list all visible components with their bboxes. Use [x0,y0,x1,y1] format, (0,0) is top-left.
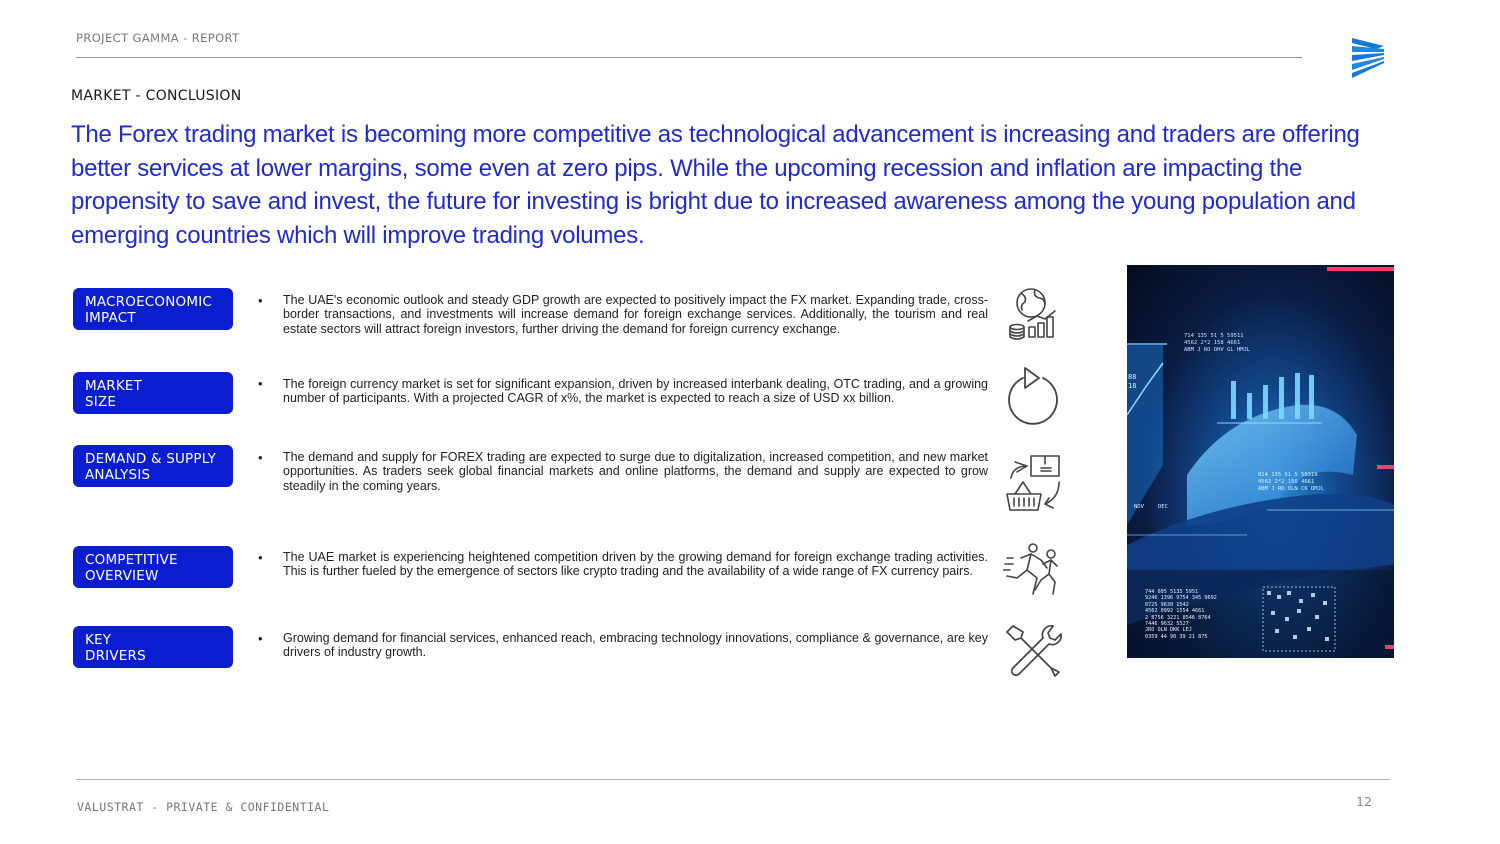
photo-number-line: 714 135 51 5 59511 [1184,333,1244,339]
photo-number-line: 7446 9632 5527 [1145,621,1189,628]
row-text-key-drivers: Growing demand for financial services, enhanced reach, embracing technology innovations, compliance & governance, are key drivers of industry growth. [283,631,988,660]
photo-number-line: 2 8756 3221 8546 8764 [1145,614,1211,621]
photo-number-line: 4562 0992 1554 4661 [1145,608,1205,615]
tag-line-2: OVERVIEW [85,568,159,584]
bullet-marker: • [258,450,263,465]
running-people-icon [1003,540,1063,600]
valustrat-logo-icon [1350,38,1386,78]
photo-numbers-bottom [1145,589,1217,640]
tag-line-2: DRIVERS [85,648,146,664]
globe-coins-chart-icon [1003,283,1063,343]
bullet-marker: • [258,550,263,565]
row-text-competitive: The UAE market is experiencing heightened competition driven by the growing demand for foreign exchange trading activities. This is further fueled by the emergence of sectors like crypto trading and the availability of a wide range of FX currency pairs. [283,550,988,579]
photo-number-line: ABM J RO OLN CK DMJL [1258,486,1325,492]
tag-line-2: IMPACT [85,310,136,326]
circular-arrow-icon [1003,366,1063,426]
tag-demand-supply-analysis [73,445,233,487]
row-text-macroeconomic: The UAE's economic outlook and steady GDP growth are expected to positively impact the FX market. Expanding trade, cross-border transactions, and investments will increase demand for foreign exchange services. Additionally, the tourism and real estate sectors will attract foreign investors, further driving the demand for foreign currency exchange. [283,293,988,336]
photo-number-line: 4562 2*2 156 4661 [1258,479,1315,485]
photo-number-line: 9246 1396 9754 345 9692 [1145,595,1217,602]
photo-number-line: 814 135 51 5 50319 [1258,472,1318,478]
photo-number-line: 4562 2*2 158 4661 [1184,340,1241,346]
header-divider [76,57,1302,58]
photo-number-line: 0359 44 90 39 21 875 [1145,633,1208,640]
tag-competitive-overview [73,546,233,588]
photo-side-label: NOV [1134,504,1144,510]
trading-keyboard-image [1127,265,1394,658]
section-title: MARKET - CONCLUSION [71,88,242,104]
bullet-marker: • [258,631,263,646]
tag-line-1: DEMAND & SUPPLY [85,451,217,467]
photo-side-label: DEC [1158,504,1168,510]
tag-line-1: KEY [85,632,112,648]
wrench-screwdriver-icon [1003,622,1063,682]
box-basket-exchange-icon [1003,452,1063,512]
photo-number-line: 744 005 5135 5951 [1145,589,1199,595]
tag-key-drivers [73,626,233,668]
photo-number-line: 0725 9630 1542 [1145,601,1189,608]
row-text-demand-supply: The demand and supply for FOREX trading are expected to surge due to digitalization, increased competition, and new market opportunities. As traders seek global financial markets and online platforms, the demand and supply are expected to grow steadily in the coming years. [283,450,988,493]
report-header-label: PROJECT GAMMA - REPORT [76,31,240,45]
confidentiality-notice: VALUSTRAT - PRIVATE & CONFIDENTIAL [77,800,330,814]
photo-number-line: ABM J RO OHV GL HMJL [1184,347,1251,353]
bullet-marker: • [258,376,263,391]
tag-line-2: SIZE [85,394,117,410]
tag-market-size [73,372,233,414]
photo-left-mark: 88 [1128,373,1137,381]
tag-line-1: MARKET [85,378,143,394]
photo-left-mark: 18 [1128,382,1137,390]
photo-numbers-top [1184,333,1250,354]
tag-line-1: MACROECONOMIC [85,294,213,310]
row-text-market-size: The foreign currency market is set for significant expansion, driven by increased interbank dealing, OTC trading, and a growing number of participants. With a projected CAGR of x%, the market is expected to reach a size of USD xx billion. [283,377,988,406]
photo-left-marks [1128,373,1136,391]
tag-macroeconomic-impact [73,288,233,330]
tag-line-1: COMPETITIVE [85,552,178,568]
bullet-marker: • [258,293,263,308]
photo-number-line: JRO OLN DKK LEJ [1145,627,1192,634]
photo-numbers-mid [1258,472,1324,493]
page-number: 12 [1356,794,1372,809]
footer-divider [76,779,1390,780]
lead-paragraph: The Forex trading market is becoming more competitive as technological advancement is increasing and traders are offering better services at lower margins, some even at zero pips. While the upcoming recession and inflation are impacting the propensity to save and invest, the future for investing is bright due to increased awareness among the young population and emerging countries which will improve trading volumes. [71,121,1360,249]
tag-line-2: ANALYSIS [85,467,151,483]
